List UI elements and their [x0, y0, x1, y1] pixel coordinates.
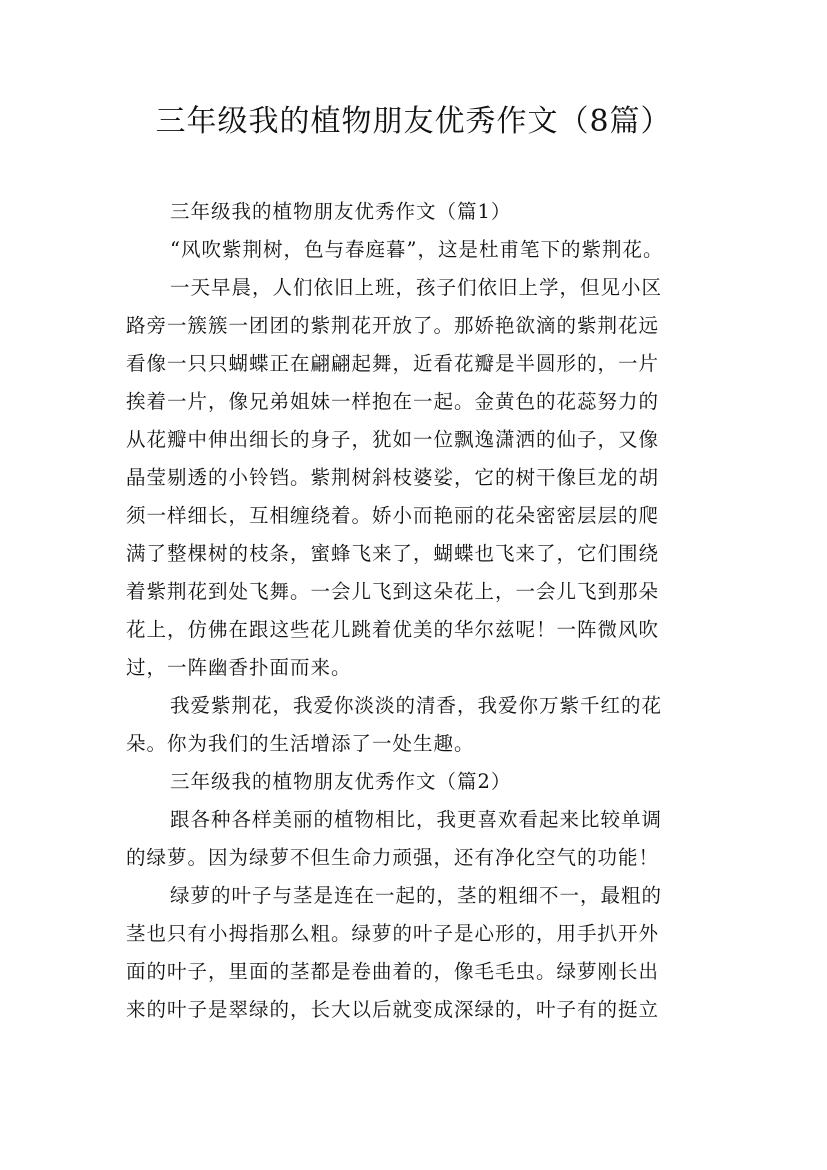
paragraph-line: 来的叶子是翠绿的，长大以后就变成深绿的，叶子有的挺立 [126, 998, 660, 1021]
paragraph-line: 绿萝的叶子与茎是连在一起的，茎的粗细不一，最粗的 [170, 884, 663, 907]
paragraph-line: 满了整棵树的枝条，蜜蜂飞来了，蝴蝶也飞来了，它们围绕 [126, 542, 660, 565]
paragraph-line: 挨着一片，像兄弟姐妹一样抱在一起。金黄色的花蕊努力的 [126, 390, 660, 413]
paragraph-line: 一天早晨，人们依旧上班，孩子们依旧上学，但见小区 [170, 276, 663, 299]
paragraph-line: 跟各种各样美丽的植物相比，我更喜欢看起来比较单调 [170, 808, 663, 831]
paragraph-line: 的绿萝。因为绿萝不但生命力顽强，还有净化空气的功能！ [126, 846, 660, 869]
paragraph-line: 面的叶子，里面的茎都是卷曲着的，像毛毛虫。绿萝刚长出 [126, 960, 660, 983]
paragraph-line: 须一样细长，互相缠绕着。娇小而艳丽的花朵密密层层的爬 [126, 504, 660, 527]
paragraph-line: 朵。你为我们的生活增添了一处生趣。 [126, 732, 475, 755]
document-body [126, 193, 720, 1029]
paragraph-line: 从花瓣中伸出细长的身子，犹如一位飘逸潇洒的仙子，又像 [126, 428, 660, 451]
paragraph-line: “风吹紫荆树，色与春庭暮”，这是杜甫笔下的紫荆花。 [170, 238, 664, 261]
paragraph-line: 晶莹剔透的小铃铛。紫荆树斜枝婆娑，它的树干像巨龙的胡 [126, 466, 660, 489]
paragraph-line: 过，一阵幽香扑面而来。 [126, 656, 352, 679]
paragraph-line: 路旁一簇簇一团团的紫荆花开放了。那娇艳欲滴的紫荆花远 [126, 314, 660, 337]
paragraph-line: 我爱紫荆花，我爱你淡淡的清香，我爱你万紫千红的花 [170, 694, 663, 717]
paragraph-line: 花上，仿佛在跟这些花儿跳着优美的华尔兹呢！一阵微风吹 [126, 618, 660, 641]
paragraph-line: 着紫荆花到处飞舞。一会儿飞到这朵花上，一会儿飞到那朵 [126, 580, 660, 603]
section-heading: 三年级我的植物朋友优秀作文（篇2） [170, 770, 512, 793]
document-title: 三年级我的植物朋友优秀作文（8篇） [155, 104, 672, 139]
paragraph-line: 看像一只只蝴蝶正在翩翩起舞，近看花瓣是半圆形的，一片 [126, 352, 660, 375]
paragraph-line: 茎也只有小拇指那么粗。绿萝的叶子是心形的，用手扒开外 [126, 922, 660, 945]
section-heading: 三年级我的植物朋友优秀作文（篇1） [170, 200, 512, 223]
